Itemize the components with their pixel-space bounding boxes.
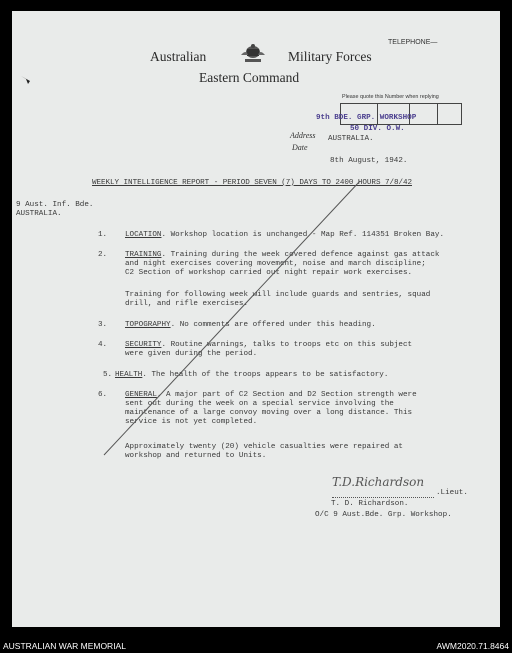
date-value: 8th August, 1942. [330,157,408,165]
item-2-p2-line1: Training for following week will include guards and sentries, squad [125,291,431,299]
signature-rank: .Lieut. [436,489,468,497]
item-4-number: 4. [98,341,108,349]
item-3-number: 3. [98,321,108,329]
recipient-line2: AUSTRALIA. [16,210,62,218]
footer-accession-number: AWM2020.71.8464 [436,641,509,651]
telephone-label: TELEPHONE— [388,39,438,46]
item-5-number: 5. [103,371,113,379]
address-value: AUSTRALIA. [328,135,374,143]
please-quote-label: Please quote this Number when replying [342,94,439,100]
item-6-number: 6. [98,391,108,399]
item-2-line1: . Training during the week covered defence against gas attack [161,251,440,259]
item-1-line1: . Workshop location is unchanged - Map Ref. 114351 Broken Bay. [161,231,445,239]
item-6-p2-line2: workshop and returned to Units. [125,452,267,460]
letterhead-sub: Eastern Command [199,70,300,85]
item-3-heading: TOPOGRAPHY [125,321,171,329]
item-2-heading: TRAINING [125,251,162,259]
date-label: Date [292,143,308,152]
item-4-line1: . Routine warnings, talks to troops etc on this subject [161,341,413,349]
signature-name: T. D. Richardson. [331,500,409,508]
item-4-line2: were given during the period. [125,350,258,358]
unit-stamp-line2: 50 DIV. O.W. [350,125,405,133]
diagonal-pencil-stroke [12,11,500,627]
address-label: Address [290,131,316,140]
item-3-line1: . No comments are offered under this heading. [170,321,376,329]
signature-role: O/C 9 Aust.Bde. Grp. Workshop. [315,511,452,519]
item-6-p2-line1: Approximately twenty (20) vehicle casualties were repaired at [125,443,403,451]
item-2-line3: C2 Section of workshop carried out night repair work exercises. [125,269,413,277]
item-1-heading: LOCATION [125,231,162,239]
item-2-number: 2. [98,251,108,259]
letterhead-right: Military Forces [288,49,372,64]
handwritten-signature: T.D.Richardson [332,475,425,489]
item-6-line3: maintenance of a large convoy moving over a long distance. This [125,409,413,417]
item-5-heading: HEALTH [115,371,143,379]
item-6-heading: GENERAL [125,391,157,399]
letterhead-left: Australian [150,49,207,64]
item-2-line2: and night exercises covering movement, noise and march discipline; [125,260,426,268]
document-page [12,11,500,627]
item-6-line4: service is not yet completed. [125,418,258,426]
footer-source: AUSTRALIAN WAR MEMORIAL [3,641,126,651]
item-1-number: 1. [98,231,108,239]
recipient-line1: 9 Aust. Inf. Bde. [16,201,94,209]
report-title: WEEKLY INTELLIGENCE REPORT - PERIOD SEVEN (7) DAYS TO 2400 HOURS 7/8/42 [92,179,412,187]
item-6-line1: . A major part of C2 Section and D2 Section strength were [156,391,417,399]
signature-line [332,497,434,498]
item-5-line1: . The health of the troops appears to be satisfactory. [142,371,389,379]
item-6-line2: sent out during the week on a special service involving the [125,400,394,408]
item-2-p2-line2: drill, and rifle exercises. [125,300,249,308]
footer-bar [0,640,512,653]
unit-stamp-line1: 9th BDE. GRP. WORKSHOP [316,114,417,122]
item-4-heading: SECURITY [125,341,162,349]
